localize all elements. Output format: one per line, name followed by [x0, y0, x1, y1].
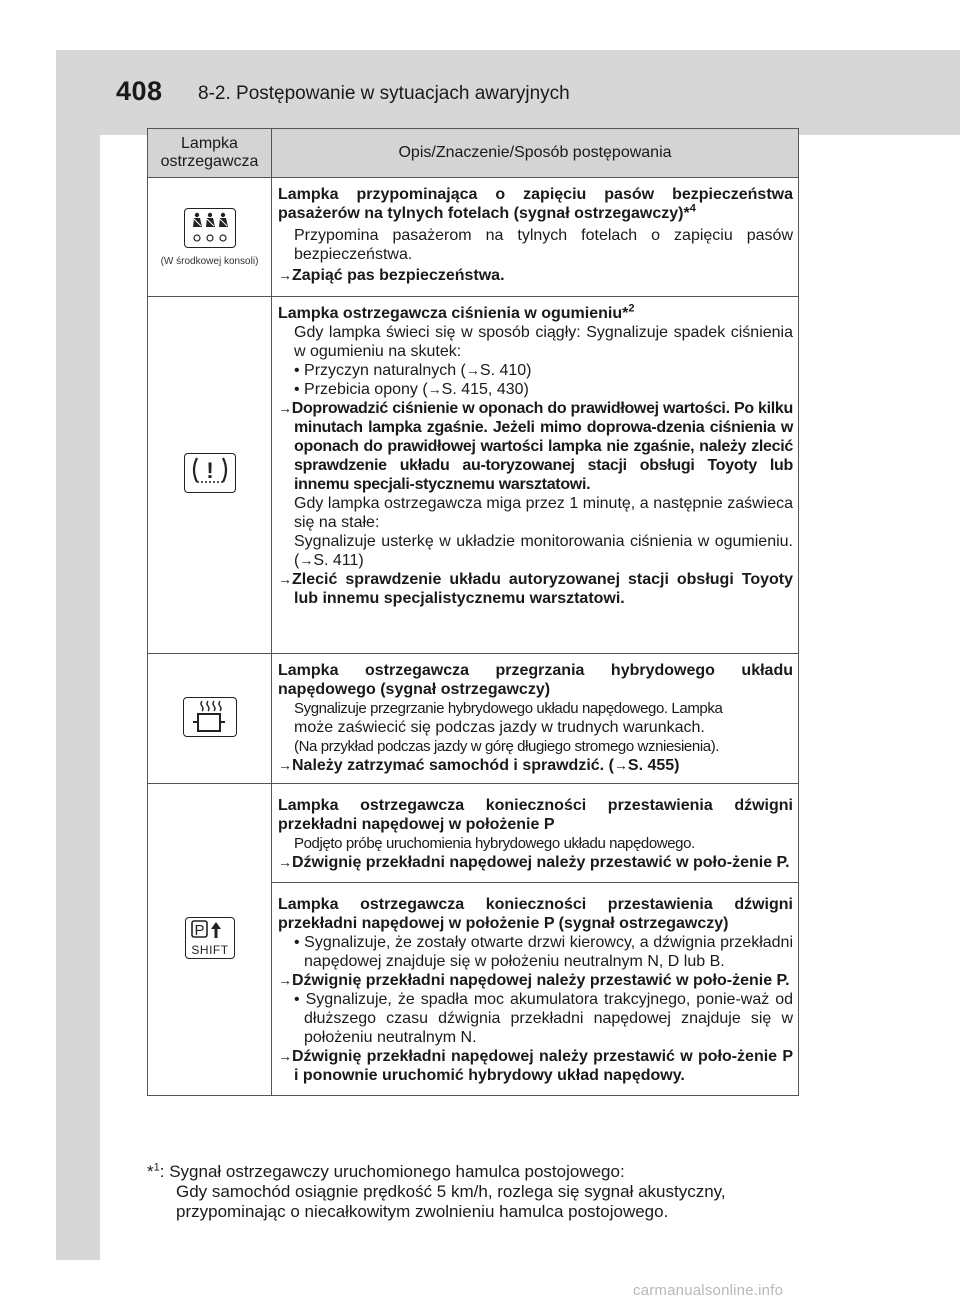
description-cell: [272, 883, 799, 1096]
table-row: [148, 178, 799, 297]
svg-text:!: !: [205, 458, 214, 483]
description-cell: [272, 297, 799, 654]
footnote: [147, 1162, 802, 1222]
list-item: • Przyczyn naturalnych (→S. 410): [294, 362, 532, 379]
row-description: Przypomina pasażerom na tylnych fotelach o zapięciu pasów bezpieczeństwa.: [294, 227, 793, 263]
footnote-line: *$^1$: Sygnał ostrzegawczy uruchomionego hamulca postojowego:: [147, 1161, 625, 1181]
table-row: [148, 654, 799, 784]
page-number: 408: [116, 76, 163, 106]
col-header-description: Opis/Znaczenie/Sposób postępowania: [272, 129, 799, 178]
row-action: →Dźwignię przekładni napędowej należy przestawić w poło-żenie P.: [278, 972, 790, 989]
icon-caption: (W środkowej konsoli): [160, 255, 259, 267]
description-cell: [272, 784, 799, 883]
watermark: carmanualsonline.info: [633, 1282, 784, 1299]
row-title: Lampka ostrzegawcza ciśnienia w ogumieniu*$^2$: [278, 302, 635, 322]
row-title: Lampka przypominająca o zapięciu pasów bezpieczeństwa pasażerów na tylnych fotelach (sygnał ostrzegawczy)*$^4$: [278, 186, 793, 222]
section-title: 8-2. Postępowanie w sytuacjach awaryjnych: [198, 83, 570, 104]
list-item: • Sygnalizuje, że spadła moc akumulatora trakcyjnego, ponie-waż od dłuższego czasu dźwignia przekładni napędowej znajduje się w położeniu neutralnym N.: [294, 991, 793, 1046]
row-action: →Dźwignię przekładni napędowej należy przestawić w poło-żenie P i ponownie uruchomić hybrydowy układ napędowy.: [278, 1048, 793, 1084]
col-header-light: Lampka ostrzegawcza: [148, 129, 272, 178]
row-description: Gdy lampka świeci się w sposób ciągły: Sygnalizuje spadek ciśnienia w ogumieniu na skutek:: [294, 324, 793, 360]
row-action: →Dźwignię przekładni napędowej należy przestawić w poło-żenie P.: [278, 854, 790, 871]
row-action: →Doprowadzić ciśnienie w oponach do prawidłowej wartości. Po kilku minutach lampka zgaśnie. Jeżeli mimo doprowa-dzenia ciśnienia w oponach do prawidłowej wartości lampka nie zgaśnie, należy zlecić sprawdzenie układu au-toryzowanej stacji obsługi Toyoty lub innemu specjali-stycznemu warsztatowi.: [278, 400, 793, 493]
row-title: Lampka ostrzegawcza przegrzania hybrydowego układu napędowego (sygnał ostrzegawczy): [278, 662, 793, 698]
table-header-row: [148, 129, 799, 178]
footnote-body: Gdy samochód osiągnie prędkość 5 km/h, rozlega się sygnał akustyczny, przypominając o niecałkowitym zwolnieniu hamulca postojowego.: [176, 1182, 726, 1221]
warning-lights-table: [147, 128, 799, 1096]
hybrid-system-overheat-icon: [183, 697, 237, 737]
icon-cell: [148, 654, 272, 784]
row-description: Sygnalizuje usterkę w układzie monitorowania ciśnienia w ogumieniu. (→S. 411): [294, 533, 793, 569]
row-description: Podjęto próbę uruchomienia hybrydowego układu napędowego.: [294, 835, 695, 852]
table-row: [148, 784, 799, 883]
svg-text:SHIFT: SHIFT: [190, 942, 229, 957]
description-cell: [272, 654, 799, 784]
margin-sidebar: [56, 50, 100, 1260]
tire-pressure-warning-icon: [184, 453, 236, 493]
row-action: →Należy zatrzymać samochód i sprawdzić. (→S. 455): [278, 757, 680, 774]
row-action: →Zlecić sprawdzenie układu autoryzowanej stacji obsługi Toyoty lub innemu specjalistycznemu warsztatowi.: [278, 571, 793, 607]
row-description: (Na przykład podczas jazdy w górę długiego stromego wzniesienia).: [294, 738, 720, 755]
list-item: • Przebicia opony (→S. 415, 430): [294, 381, 529, 398]
description-cell: [272, 178, 799, 297]
row-description: może zaświecić się podczas jazdy w trudnych warunkach.: [294, 719, 705, 736]
icon-cell: [148, 297, 272, 654]
icon-cell: [148, 178, 272, 297]
row-description: Gdy lampka ostrzegawcza miga przez 1 minutę, a następnie zaświeca się na stałe:: [294, 495, 793, 531]
row-title: Lampka ostrzegawcza konieczności przestawienia dźwigni przekładni napędowej w położenie P: [278, 797, 793, 833]
list-item: • Sygnalizuje, że zostały otwarte drzwi kierowcy, a dźwignia przekładni napędowej znajduje się w położeniu neutralnym N, D lub B.: [294, 934, 793, 970]
icon-cell: [148, 784, 272, 1096]
shift-p-icon: [185, 917, 235, 959]
row-action: →Zapiąć pas bezpieczeństwa.: [278, 267, 505, 284]
row-title: Lampka ostrzegawcza konieczności przestawienia dźwigni przekładni napędowej w położenie P (sygnał ostrzegawczy): [278, 896, 793, 932]
svg-text:P: P: [193, 921, 205, 939]
row-description: Sygnalizuje przegrzanie hybrydowego układu napędowego. Lampka: [294, 700, 723, 717]
rear-seatbelt-reminder-icon: [184, 208, 236, 248]
table-row: [148, 297, 799, 654]
